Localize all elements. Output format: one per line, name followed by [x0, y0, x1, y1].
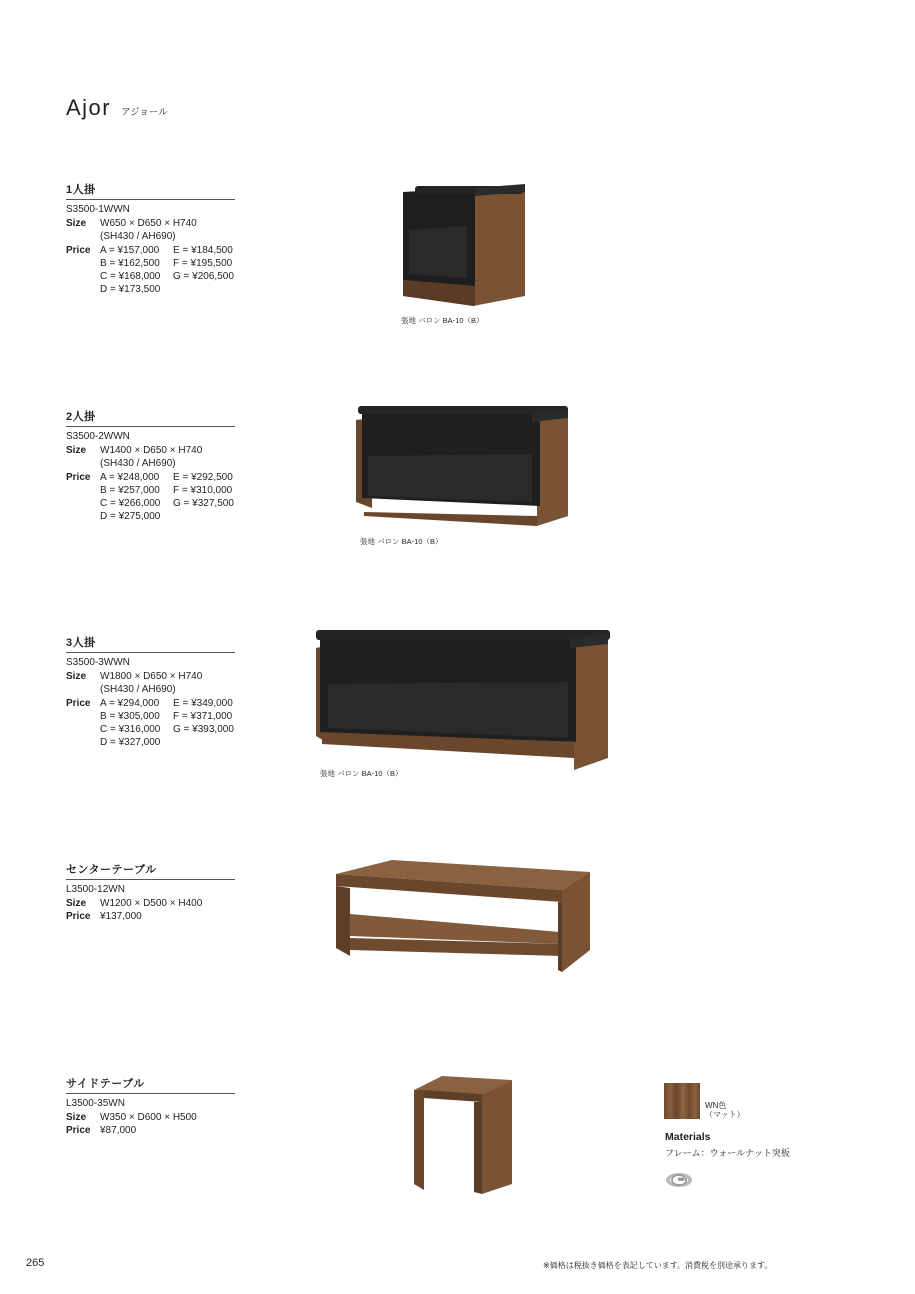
- price-label: Price: [66, 1125, 91, 1137]
- brand-title: Ajor: [66, 95, 112, 120]
- product-title: 1人掛: [66, 181, 235, 200]
- photo-caption: 張地 バロン BA-10（B）: [360, 537, 443, 546]
- page-number: 265: [26, 1257, 45, 1269]
- product-code: S3500-1WWN: [66, 204, 130, 215]
- tax-note: ※価格は税抜き価格を表記しています。消費税を別途承ります。: [543, 1261, 773, 1270]
- product-code: L3500-35WN: [66, 1098, 125, 1109]
- size-value: W1400 × D650 × H740: [100, 445, 203, 456]
- side-table-photo: [412, 1074, 516, 1196]
- product-1-spec: [66, 181, 235, 297]
- product-code: S3500-3WWN: [66, 657, 130, 668]
- product-title: 3人掛: [66, 634, 235, 653]
- price-d: D = ¥173,500: [100, 284, 161, 296]
- price-c: C = ¥316,000: [100, 724, 161, 736]
- size-label: Size: [66, 1112, 87, 1123]
- size-value: W1800 × D650 × H740: [100, 671, 203, 682]
- price-g: G = ¥206,500: [173, 271, 234, 283]
- price-value: ¥87,000: [100, 1125, 137, 1137]
- size-label: Size: [66, 445, 87, 456]
- price-grid: [100, 471, 243, 524]
- brand-kana: アジョール: [121, 107, 168, 118]
- wood-swatch: [664, 1083, 700, 1119]
- product-title: サイドテーブル: [66, 1075, 235, 1094]
- size-label: Size: [66, 898, 87, 909]
- price-label: Price: [66, 471, 91, 483]
- price-f: F = ¥310,000: [173, 484, 233, 496]
- swatch-label: [705, 1101, 745, 1119]
- price-e: E = ¥184,500: [173, 244, 233, 256]
- size-value: W1200 × D500 × H400: [100, 898, 203, 909]
- product-2-spec: [66, 408, 235, 524]
- price-d: D = ¥327,000: [100, 737, 161, 749]
- price-label: Price: [66, 911, 91, 923]
- photo-caption: 張地 バロン BA-10（B）: [401, 316, 484, 325]
- materials-title: Materials: [665, 1131, 711, 1143]
- product-3-spec: [66, 634, 235, 750]
- price-a: A = ¥248,000: [100, 471, 160, 483]
- price-c: C = ¥168,000: [100, 271, 161, 283]
- product-title: 2人掛: [66, 408, 235, 427]
- sofa-1-seat-photo: [395, 178, 530, 308]
- photo-caption: 張地 バロン BA-10（B）: [320, 769, 403, 778]
- price-grid: [100, 244, 243, 297]
- price-f: F = ¥371,000: [173, 710, 233, 722]
- size-value: W650 × D650 × H740: [100, 218, 197, 229]
- sofa-2-seat-photo: [352, 402, 572, 530]
- center-table-photo: [332, 858, 594, 976]
- price-b: B = ¥257,000: [100, 484, 160, 496]
- swatch-label-line1: WN色: [705, 1101, 727, 1110]
- product-5-spec: [66, 1075, 235, 1138]
- price-f: F = ¥195,500: [173, 257, 233, 269]
- size-label: Size: [66, 218, 87, 229]
- price-a: A = ¥157,000: [100, 244, 160, 256]
- price-b: B = ¥305,000: [100, 710, 160, 722]
- size-value: W350 × D600 × H500: [100, 1112, 197, 1123]
- size-note: (SH430 / AH690): [100, 684, 176, 696]
- price-value: ¥137,000: [100, 911, 142, 923]
- size-label: Size: [66, 671, 87, 682]
- price-a: A = ¥294,000: [100, 697, 160, 709]
- product-title: センターテーブル: [66, 861, 235, 880]
- price-b: B = ¥162,500: [100, 257, 160, 269]
- materials-text: フレーム：ウォールナット突板: [665, 1148, 790, 1158]
- product-code: L3500-12WN: [66, 884, 125, 895]
- price-grid: [100, 697, 243, 750]
- price-label: Price: [66, 244, 91, 256]
- price-e: E = ¥349,000: [173, 697, 233, 709]
- size-note: (SH430 / AH690): [100, 231, 176, 243]
- green-purchasing-icon: [665, 1172, 693, 1188]
- size-note: (SH430 / AH690): [100, 458, 176, 470]
- product-code: S3500-2WWN: [66, 431, 130, 442]
- swatch-label-line2: （マット）: [705, 1110, 745, 1119]
- product-4-spec: [66, 861, 235, 924]
- price-d: D = ¥275,000: [100, 511, 161, 523]
- price-label: Price: [66, 697, 91, 709]
- price-c: C = ¥266,000: [100, 498, 161, 510]
- price-e: E = ¥292,500: [173, 471, 233, 483]
- price-g: G = ¥327,500: [173, 498, 234, 510]
- price-g: G = ¥393,000: [173, 724, 234, 736]
- sofa-3-seat-photo: [312, 626, 612, 771]
